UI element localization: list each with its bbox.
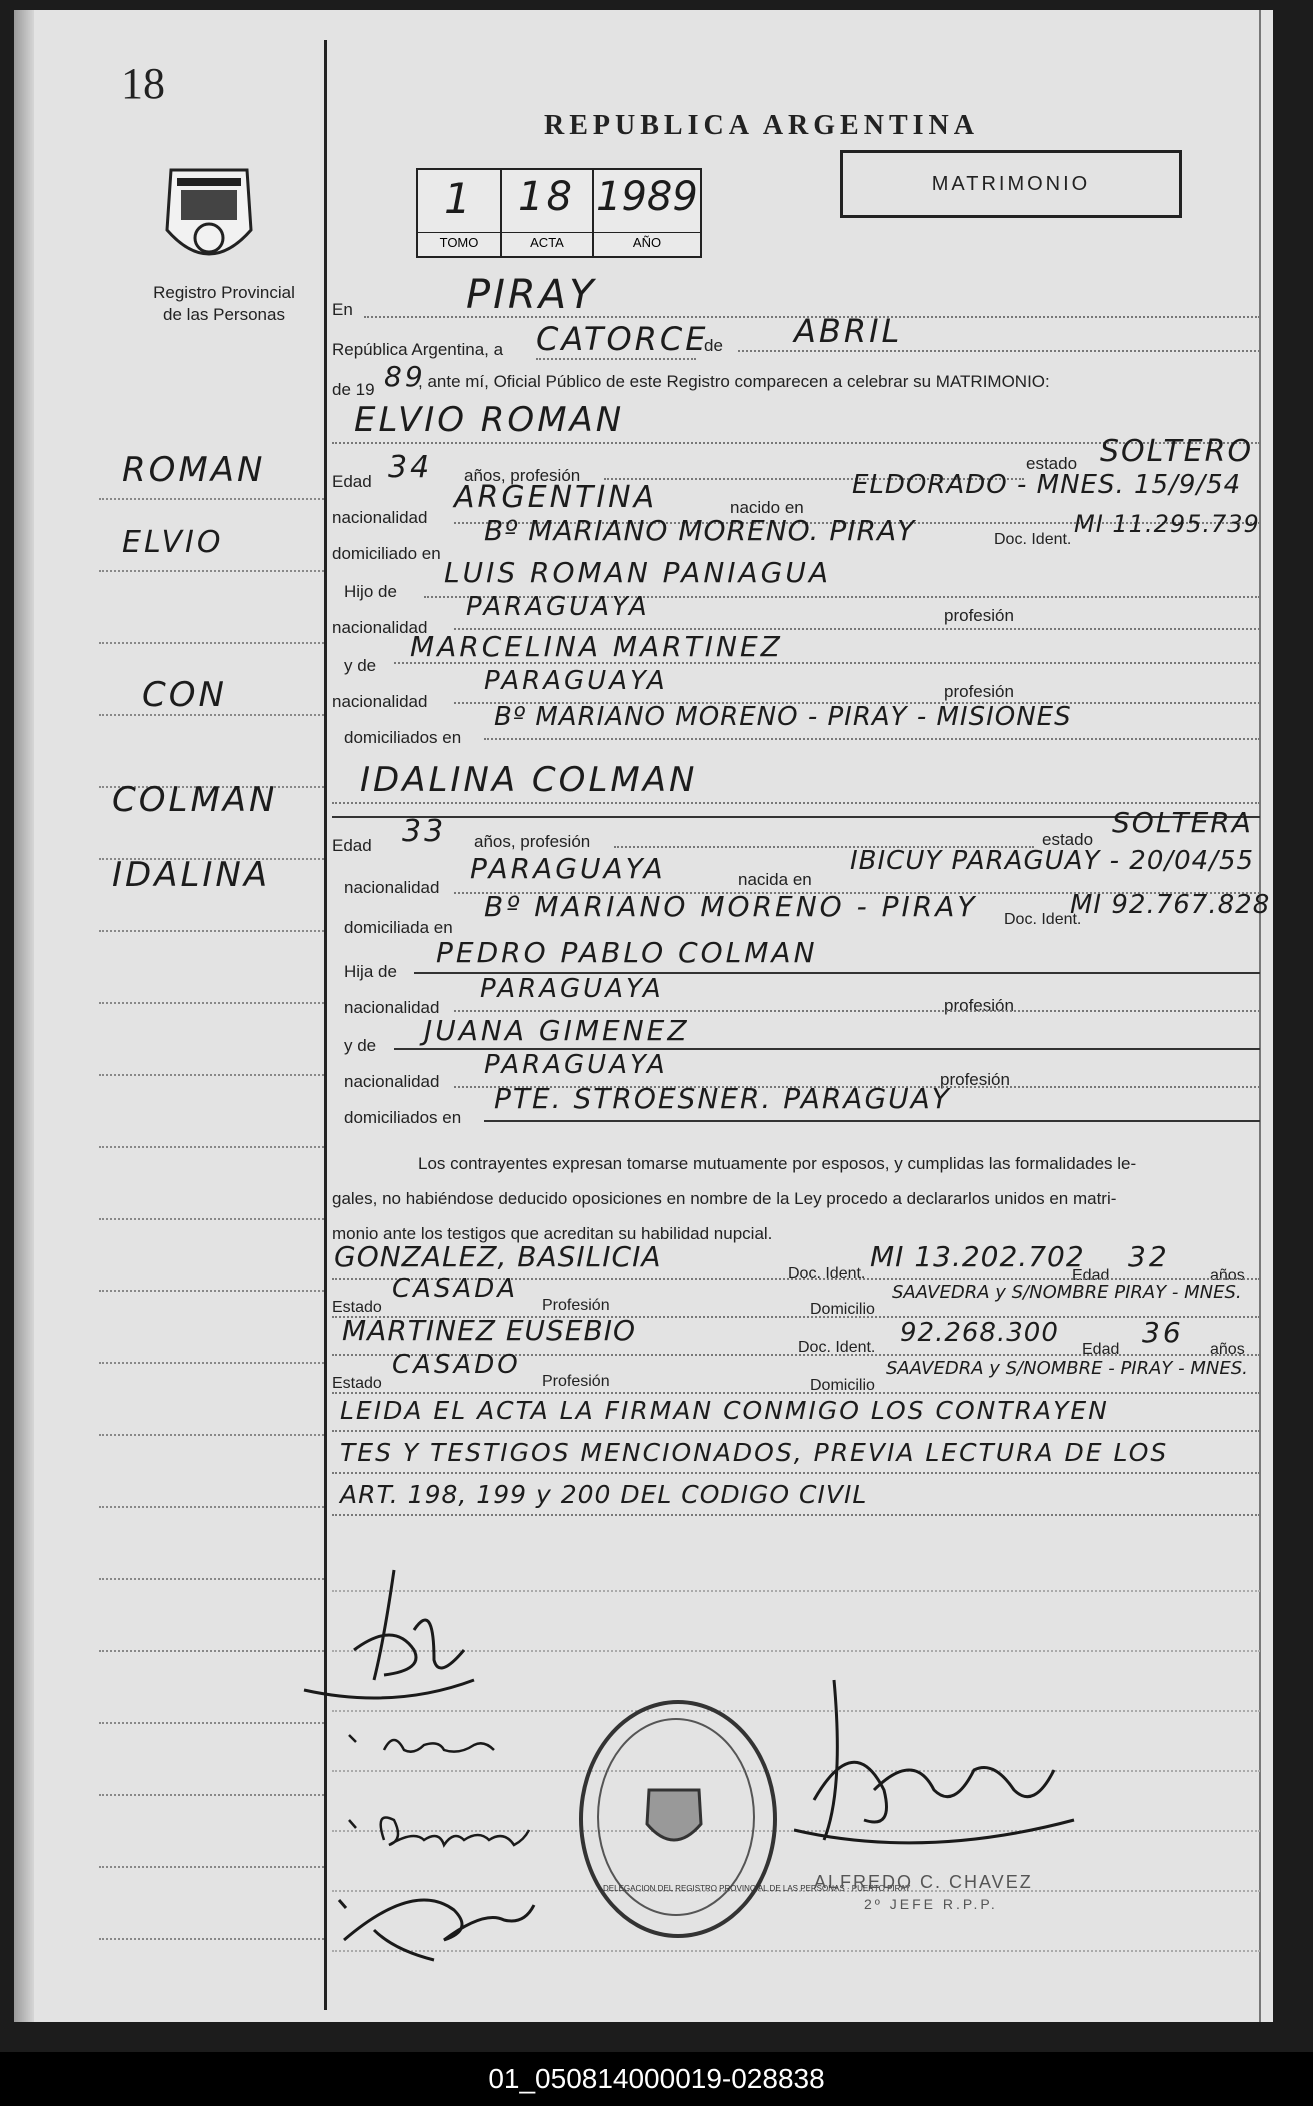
provincial-seal-icon (159, 160, 259, 278)
stamp-emblem-icon (643, 1784, 705, 1854)
label-groom-nacionalidad: nacionalidad (332, 508, 428, 527)
witness1-doc: MI 13.202.702 (870, 1240, 1085, 1273)
label-groom-estado: estado (1026, 454, 1078, 473)
closing-rule-3 (332, 1514, 1260, 1516)
label-bride-domiciliados: domiciliados en (344, 1108, 462, 1127)
witness1-estado: CASADA (392, 1274, 519, 1304)
official-stamp (579, 1700, 911, 1938)
groom-mother-nacionalidad: PARAGUAYA (484, 666, 668, 696)
bride-mother-nacionalidad: PARAGUAYA (484, 1050, 668, 1080)
witness1-domicilio: SAAVEDRA y S/NOMBRE PIRAY - MNES. (892, 1282, 1242, 1303)
label-w2-anos: años (1210, 1341, 1245, 1358)
label-domiciliada-en: domiciliada en (344, 918, 453, 937)
day-line (536, 358, 696, 360)
groom-mother-line (394, 662, 1260, 664)
acta-label: ACTA (502, 232, 592, 250)
formal-line-3: monio ante los testigos que acreditan su habilidad nupcial. (332, 1224, 773, 1243)
margin-note-elvio: ELVIO (122, 525, 224, 560)
label-nacido-en: nacido en (730, 498, 804, 517)
bride-estado: SOLTERA (1112, 806, 1253, 839)
closing-line-2: TES Y TESTIGOS MENCIONADOS, PREVIA LECTURA DE LOS (340, 1438, 1169, 1467)
column-divider (324, 40, 327, 2010)
seal-caption (114, 282, 334, 326)
official-signature (774, 1670, 1094, 1870)
bride-parents-domicilio: PTE. STROESNER. PARAGUAY (494, 1082, 951, 1115)
scan-id-footer: 01_050814000019-028838 (0, 2052, 1313, 2106)
label-bride-edad: Edad (332, 836, 372, 855)
label-w2-doc: Doc. Ident. (798, 1339, 876, 1356)
groom-domicilio: Bº MARIANO MORENO. PIRAY (484, 514, 916, 547)
page-number: 18 (121, 59, 165, 108)
label-groom-father-profesion: profesión (944, 606, 1014, 625)
witness2-name: MARTINEZ EUSEBIO (342, 1314, 637, 1347)
label-w1-doc: Doc. Ident. (788, 1265, 866, 1282)
label-bride-father-nac: nacionalidad (344, 998, 440, 1017)
label-groom-mother-profesion: profesión (944, 682, 1014, 701)
witness2-estado: CASADO (392, 1350, 521, 1380)
margin-note-con: CON (142, 675, 227, 715)
groom-doc: MI 11.295.739 (1074, 510, 1260, 538)
tomo-label: TOMO (418, 232, 500, 250)
acta-cell (502, 170, 594, 256)
binding-edge (14, 10, 34, 2022)
ano-value: 1989 (596, 174, 698, 220)
right-border (1259, 10, 1261, 2022)
label-w1-anos: años (1210, 1267, 1245, 1284)
label-groom-domiciliados: domiciliados en (344, 728, 462, 747)
groom-nacionalidad: ARGENTINA (454, 480, 658, 515)
label-en: En (332, 300, 353, 319)
tomo-cell (418, 170, 502, 256)
label-bride-doc: Doc. Ident. (1004, 911, 1082, 928)
label-w1-edad: Edad (1072, 1267, 1110, 1284)
groom-nacido-en: ELDORADO - MNES. 15/9/54 (852, 470, 1242, 500)
label-w2-estado: Estado (332, 1375, 382, 1392)
groom-name: ELVIO ROMAN (354, 400, 625, 440)
label-republica: República Argentina, a (332, 340, 504, 359)
bride-father-nacionalidad: PARAGUAYA (480, 974, 664, 1004)
closing-rule-2 (332, 1472, 1260, 1474)
registry-box (416, 168, 702, 258)
ano-label: AÑO (594, 232, 700, 250)
bride-parents-dom-line (484, 1120, 1260, 1122)
ano-cell (594, 170, 700, 256)
official-name: ALFREDO C. CHAVEZ (814, 1872, 1033, 1892)
label-groom-anos-profesion: años, profesión (464, 466, 581, 485)
groom-mother: MARCELINA MARTINEZ (410, 630, 783, 663)
label-bride-estado: estado (1042, 830, 1094, 849)
groom-parents-dom-line (484, 738, 1260, 740)
label-groom-edad: Edad (332, 472, 372, 491)
official-title: 2º JEFE R.P.P. (864, 1896, 998, 1912)
bride-nacionalidad: PARAGUAYA (470, 852, 666, 885)
label-groom-father-nac: nacionalidad (332, 618, 428, 637)
label-bride-mother-nac: nacionalidad (344, 1072, 440, 1091)
margin-note-colman: COLMAN (112, 780, 278, 820)
label-year: de 19 (332, 380, 375, 399)
groom-father: LUIS ROMAN PANIAGUA (444, 556, 832, 589)
label-de: de (704, 336, 723, 355)
groom-estado: SOLTERO (1100, 434, 1254, 469)
stamp-text: DELEGACION DEL REGISTRO PROVINCIAL DE LAS PERSONAS · PUERTO PIRAY (603, 1884, 911, 1893)
month-line (738, 350, 1260, 352)
witness2-age: 36 (1142, 1316, 1184, 1349)
label-nacida-en: nacida en (738, 870, 812, 889)
document-page (14, 10, 1273, 2022)
year-suffix: 89 (384, 360, 426, 393)
bride-doc: MI 92.767.828 (1070, 890, 1271, 920)
bride-age: 33 (402, 814, 447, 849)
label-bride-father-profesion: profesión (944, 996, 1014, 1015)
bride-nacida-en: IBICUY PARAGUAY - 20/04/55 (850, 846, 1255, 876)
label-w2-domicilio: Domicilio (810, 1377, 875, 1394)
bride-name: IDALINA COLMAN (360, 760, 698, 800)
witness2-domicilio: SAAVEDRA y S/NOMBRE - PIRAY - MNES. (886, 1358, 1248, 1379)
bride-father: PEDRO PABLO COLMAN (436, 936, 818, 969)
groom-father-nacionalidad: PARAGUAYA (466, 592, 650, 622)
label-ante: , ante mí, Oficial Público de este Registro comparecen a celebrar su MATRIMONIO: (418, 372, 1050, 391)
formal-line-2: gales, no habiéndose deducido oposiciones en nombre de la Ley procedo a declararlos unidos en matri- (332, 1189, 1117, 1208)
label-groom-doc: Doc. Ident. (994, 531, 1072, 548)
witness2-doc: 92.268.300 (900, 1318, 1059, 1348)
label-w1-domicilio: Domicilio (810, 1301, 875, 1318)
day-value: CATORCE (536, 320, 709, 358)
label-w1-profesion: Profesión (542, 1297, 610, 1314)
label-bride-y-de: y de (344, 1036, 377, 1055)
label-domiciliado-en: domiciliado en (332, 544, 441, 563)
witness1-name: GONZALEZ, BASILICIA (334, 1240, 662, 1273)
label-w2-profesion: Profesión (542, 1373, 610, 1390)
groom-signature (294, 1560, 494, 1710)
act-type-box: MATRIMONIO (840, 150, 1182, 218)
document-heading: REPUBLICA ARGENTINA (544, 110, 979, 141)
label-hijo-de: Hijo de (344, 582, 397, 601)
bride-father-nac-line (454, 1010, 1260, 1012)
bride-mother: JUANA GIMENEZ (424, 1014, 690, 1047)
bride-signature (344, 1720, 524, 1770)
witness2-signature (334, 1870, 554, 1970)
label-w2-edad: Edad (1082, 1341, 1120, 1358)
witness2-line-2 (332, 1392, 1260, 1394)
margin-note-roman: ROMAN (122, 450, 266, 490)
label-w1-estado: Estado (332, 1299, 382, 1316)
label-hija-de: Hija de (344, 962, 397, 981)
label-groom-mother-nac: nacionalidad (332, 692, 428, 711)
groom-parents-domicilio: Bº MARIANO MORENO - PIRAY - MISIONES (494, 702, 1072, 732)
witness1-signature (344, 1800, 544, 1860)
bride-name-line (332, 802, 1260, 804)
formal-line-1: Los contrayentes expresan tomarse mutuamente por esposos, y cumplidas las formalidades le- (418, 1154, 1137, 1173)
margin-note-idalina: IDALINA (112, 855, 271, 895)
witness1-age: 32 (1128, 1240, 1170, 1273)
label-groom-y-de: y de (344, 656, 377, 675)
month-value: ABRIL (794, 312, 903, 350)
closing-line-1: LEIDA EL ACTA LA FIRMAN CONMIGO LOS CONTRAYEN (340, 1396, 1109, 1425)
acta-value: 18 (518, 174, 575, 220)
label-bride-nacionalidad: nacionalidad (344, 878, 440, 897)
seal-caption-line-2: de las Personas (163, 305, 285, 324)
groom-age: 34 (388, 450, 433, 485)
tomo-value: 1 (444, 174, 474, 223)
place-value: PIRAY (466, 272, 597, 318)
closing-rule-1 (332, 1430, 1260, 1432)
label-bride-anos-profesion: años, profesión (474, 832, 591, 851)
formal-declaration (332, 1146, 1262, 1251)
closing-line-3: ART. 198, 199 y 200 DEL CODIGO CIVIL (340, 1480, 868, 1509)
label-bride-mother-profesion: profesión (940, 1070, 1010, 1089)
seal-caption-line-1: Registro Provincial (153, 283, 295, 302)
bride-domicilio: Bº MARIANO MORENO - PIRAY (484, 890, 978, 923)
